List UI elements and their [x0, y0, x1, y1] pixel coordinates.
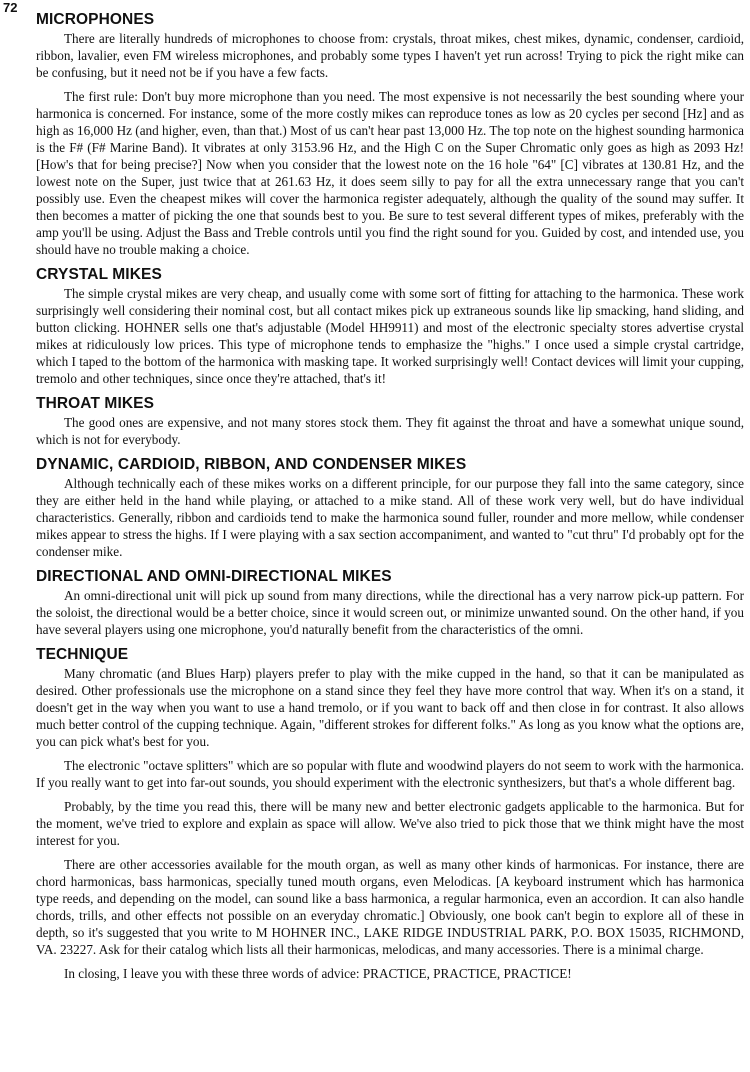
paragraph: There are other accessories available for the mouth organ, as well as many other kinds of harmonicas. For instance, there are chord harmonicas, bass harmonicas, specially tuned mouth organs, even Melodicas. [A keyboard instrument which has harmonica type reeds, and depending on the model, can sound like a bass harmonica, a regular harmonica, even an accordion. It can also handle chords, trills, and other effects not possible on an everyday chromatic.] Obviously, one book can't begin to explore all of these in depth, so it's suggested that you write to M HOHNER INC., LAKE RIDGE INDUSTRIAL PARK, P.O. BOX 15035, RICHMOND, VA. 23227. Ask for their catalog which lists all their harmonicas, melodicas, and many accessories. There is a minimal charge. [36, 857, 744, 957]
section-heading: THROAT MIKES [36, 395, 155, 412]
closing-advice: In closing, I leave you with these three words of advice: PRACTICE, PRACTICE, PRACTICE! [64, 966, 572, 981]
section-heading: TECHNIQUE [36, 646, 129, 663]
closing-section [36, 856, 744, 982]
page-body [36, 10, 744, 982]
section-heading: DIRECTIONAL AND OMNI-DIRECTIONAL MIKES [36, 568, 392, 585]
paragraph: The simple crystal mikes are very cheap, and usually come with some sort of fitting for attaching to the harmonica. These work surprisingly well considering their nominal cost, but all contact mikes pick up extraneous sounds like lip smacking, hand sliding, and button clicking. HOHNER sells one that's adjustable (Model HH9911) and most of the electronic specialty stores advertise crystal mikes at ridiculously low prices. This type of microphone tends to emphasize the "highs." I once used a simple crystal cartridge, which I taped to the bottom of the harmonica with masking tape. It worked surprisingly well! Contact devices will limit your cupping, tremolo and other techniques, since once they're attached, that's it! [36, 286, 744, 386]
section-dynamic-cardioid-ribbon-condenser-mikes [36, 455, 744, 560]
section-crystal-mikes [36, 265, 744, 387]
paragraph: Although technically each of these mikes works on a different principle, for our purpose they fall into the same category, since they are either held in the hand while playing, or attached to a mike stand. All of these work very well, but do have individual characteristics. Generally, ribbon and cardioids tend to make the harmonica sound fuller, rounder and more mellow, while condenser mikes appear to stress the highs. If I were playing with a sax section accompaniment, and wanted to "cut thru" I'd probably opt for the condenser mike. [36, 476, 744, 559]
paragraph: Many chromatic (and Blues Harp) players prefer to play with the mike cupped in the hand, so that it can be manipulated as desired. Other professionals use the microphone on a stand since they feel they have more control that way. When it's on a stand, it doesn't get in the way when you want to use a hand tremolo, or if you want to back off and then close in for contrast. It also allows much better control of the cupping technique. Again, "different strokes for different folks." As long as you know what the options are, you can pick what's best for you. [36, 666, 744, 749]
section-heading: CRYSTAL MIKES [36, 266, 162, 283]
paragraph: Probably, by the time you read this, there will be many new and better electronic gadgets applicable to the harmonica. But for the moment, we've tried to explore and explain as space will allow. We've also tried to pick those that we think might have the most interest for you. [36, 799, 744, 848]
section-microphones [36, 10, 744, 258]
paragraph: The good ones are expensive, and not many stores stock them. They fit against the throat and have a somewhat unique sound, which is not for everybody. [36, 415, 744, 447]
section-directional-mikes [36, 567, 744, 638]
section-heading: DYNAMIC, CARDIOID, RIBBON, AND CONDENSER MIKES [36, 456, 467, 473]
section-heading: MICROPHONES [36, 11, 155, 28]
paragraph: An omni-directional unit will pick up sound from many directions, while the directional has a very narrow pick-up pattern. For the soloist, the directional would be a better choice, since it would screen out, or minimize unwanted sound. On the other hand, if you have several players using one microphone, you'd naturally benefit from the characteristics of the omni. [36, 588, 744, 637]
page-number: 72 [3, 0, 18, 15]
paragraph: There are literally hundreds of microphones to choose from: crystals, throat mikes, chest mikes, dynamic, condenser, cardioid, ribbon, lavalier, even FM wireless microphones, and probably some types I haven't yet run across! Trying to pick the right mike can be confusing, but it need not be if you have a few facts. [36, 31, 744, 80]
section-throat-mikes [36, 394, 744, 448]
section-technique [36, 645, 744, 849]
paragraph: The electronic "octave splitters" which are so popular with flute and woodwind players do not seem to work with the harmonica. If you really want to get into far-out sounds, you should experiment with the electronic synthesizers, but that's a whole different bag. [36, 758, 744, 790]
paragraph: The first rule: Don't buy more microphone than you need. The most expensive is not necessarily the best sounding where your harmonica is concerned. For instance, some of the more costly mikes can reproduce tones as low as 20 cycles per second [Hz] and as high as 16,000 Hz (and higher, even, than that.) Most of us can't hear past 13,000 Hz. The top note on the highest sounding harmonica is the F# (F# Marine Band). It vibrates at only 3153.96 Hz, and the High C on the Super Chromatic only goes as high as 2093 Hz! [How's that for being precise?] Now when you consider that the lowest note on the 16 hole "64" [C] vibrates at 130.81 Hz, and the lowest note on the Super, just twice that at 261.63 Hz, it does seem silly to pay for all the extra unnecessary range that you can't possibly use. Even the cheapest mikes will cover the harmonica register adequately, although the quality of the sound may suffer. It then becomes a matter of picking the one that sounds best to you. Be sure to test several different types of mikes, preferably with the amp you'll be using. Adjust the Bass and Treble controls until you find the right sound for you. Guided by cost, and intended use, you should have no trouble making a choice. [36, 89, 744, 257]
